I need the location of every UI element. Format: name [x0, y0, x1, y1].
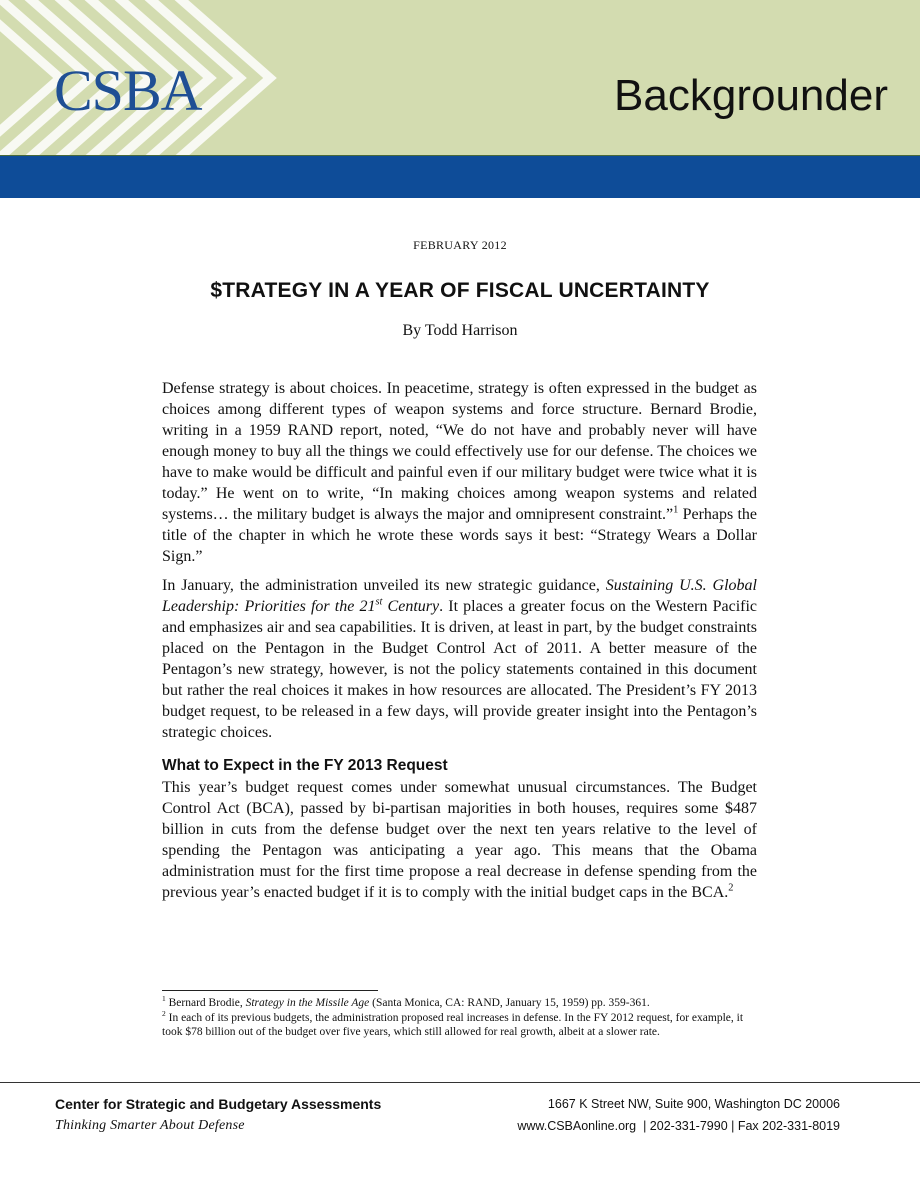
- website-link[interactable]: www.CSBAonline.org: [517, 1119, 637, 1133]
- paragraph-3: This year’s budget request comes under somewhat unusual circumstances. The Budget Control Act (BCA), passed by bi-partisan majorities in both houses, requires some $487 billion in cuts from the defense budget over the next ten years relative to the level of spending the Pentagon was anticipating a year ago. This means that the Obama administration must for the first time propose a real decrease in defense spending from the previous year’s enacted budget if it is to comply with the initial budget caps in the BCA.$^2$: [162, 779, 757, 901]
- footnote-divider: [162, 990, 378, 991]
- header-color-band: [0, 155, 920, 198]
- header-banner: [0, 0, 920, 155]
- footer-org-name: Center for Strategic and Budgetary Assessments: [55, 1096, 382, 1112]
- document-title: $TRATEGY IN A YEAR OF FISCAL UNCERTAINTY: [210, 279, 710, 302]
- author-byline: By Todd Harrison: [402, 322, 518, 339]
- publication-date: FEBRUARY 2012: [413, 238, 507, 252]
- body-text: [162, 378, 757, 911]
- footer-tagline: Thinking Smarter About Defense: [55, 1118, 245, 1133]
- section-heading: What to Expect in the FY 2013 Request: [162, 757, 448, 774]
- footnote-ref-1: 1: [673, 504, 679, 516]
- paragraph-2: In January, the administration unveiled its new strategic guidance, Sustaining U.S. Global Leadership: Priorities for the 21st Century. It places a greater focus on the Western Pacific and emphasizes air and sea capabilities. It is driven, at least in part, by the budget constraints placed on the Pentagon in the Budget Control Act of 2011. A better measure of the Pentagon’s new strategy, however, is not the policy statements contained in this document but rather the real choices it makes in how resources are allocated. The President’s FY 2013 budget request, to be released in a few days, will provide greater insight into the Pentagon’s strategic choices.: [162, 577, 758, 741]
- footnote-1: $^1$ Bernard Brodie, Strategy in the Missile Age (Santa Monica, CA: RAND, January 15, 1959) pp. 359-361.: [162, 994, 650, 1009]
- footer-contact: [517, 1119, 840, 1133]
- footer-divider: [0, 1082, 920, 1083]
- footnotes: [162, 996, 762, 1040]
- publication-type-title: Backgrounder: [614, 71, 888, 120]
- footer-address: 1667 K Street NW, Suite 900, Washington DC 20006: [547, 1097, 840, 1111]
- csba-logo: CSBA: [54, 58, 202, 123]
- paragraph-1: Defense strategy is about choices. In peacetime, strategy is often expressed in the budget as choices among different types of weapon systems and force structure. Bernard Brodie, writing in a 1959 RAND report, noted, “We do not have and probably never will have enough money to buy all the things we could effectively use for our defense. The choices we have to make would be difficult and painful even if our military budget were twice what it is today.” He went on to write, “In making choices among weapon systems and related systems… the military budget is always the major and omnipresent constraint.”$^1$ Perhaps the title of the chapter in which he wrote these words says it best: “Strategy Wears a Dollar Sign.”: [162, 380, 757, 565]
- footnote-2: $^2$ In each of its previous budgets, the administration proposed real increases in defense. In the FY 2012 request, for example, it took $78 billion out of the budget over five years, which still allowed for real growth, albeit at a slower rate.: [162, 1008, 744, 1038]
- footer-phone: | 202-331-7990 | Fax 202-331-8019: [636, 1119, 840, 1133]
- footnote-ref-2: 2: [728, 882, 734, 894]
- guidance-title: Sustaining U.S. Global Leadership: Priorities for the 21st Century: [162, 577, 757, 615]
